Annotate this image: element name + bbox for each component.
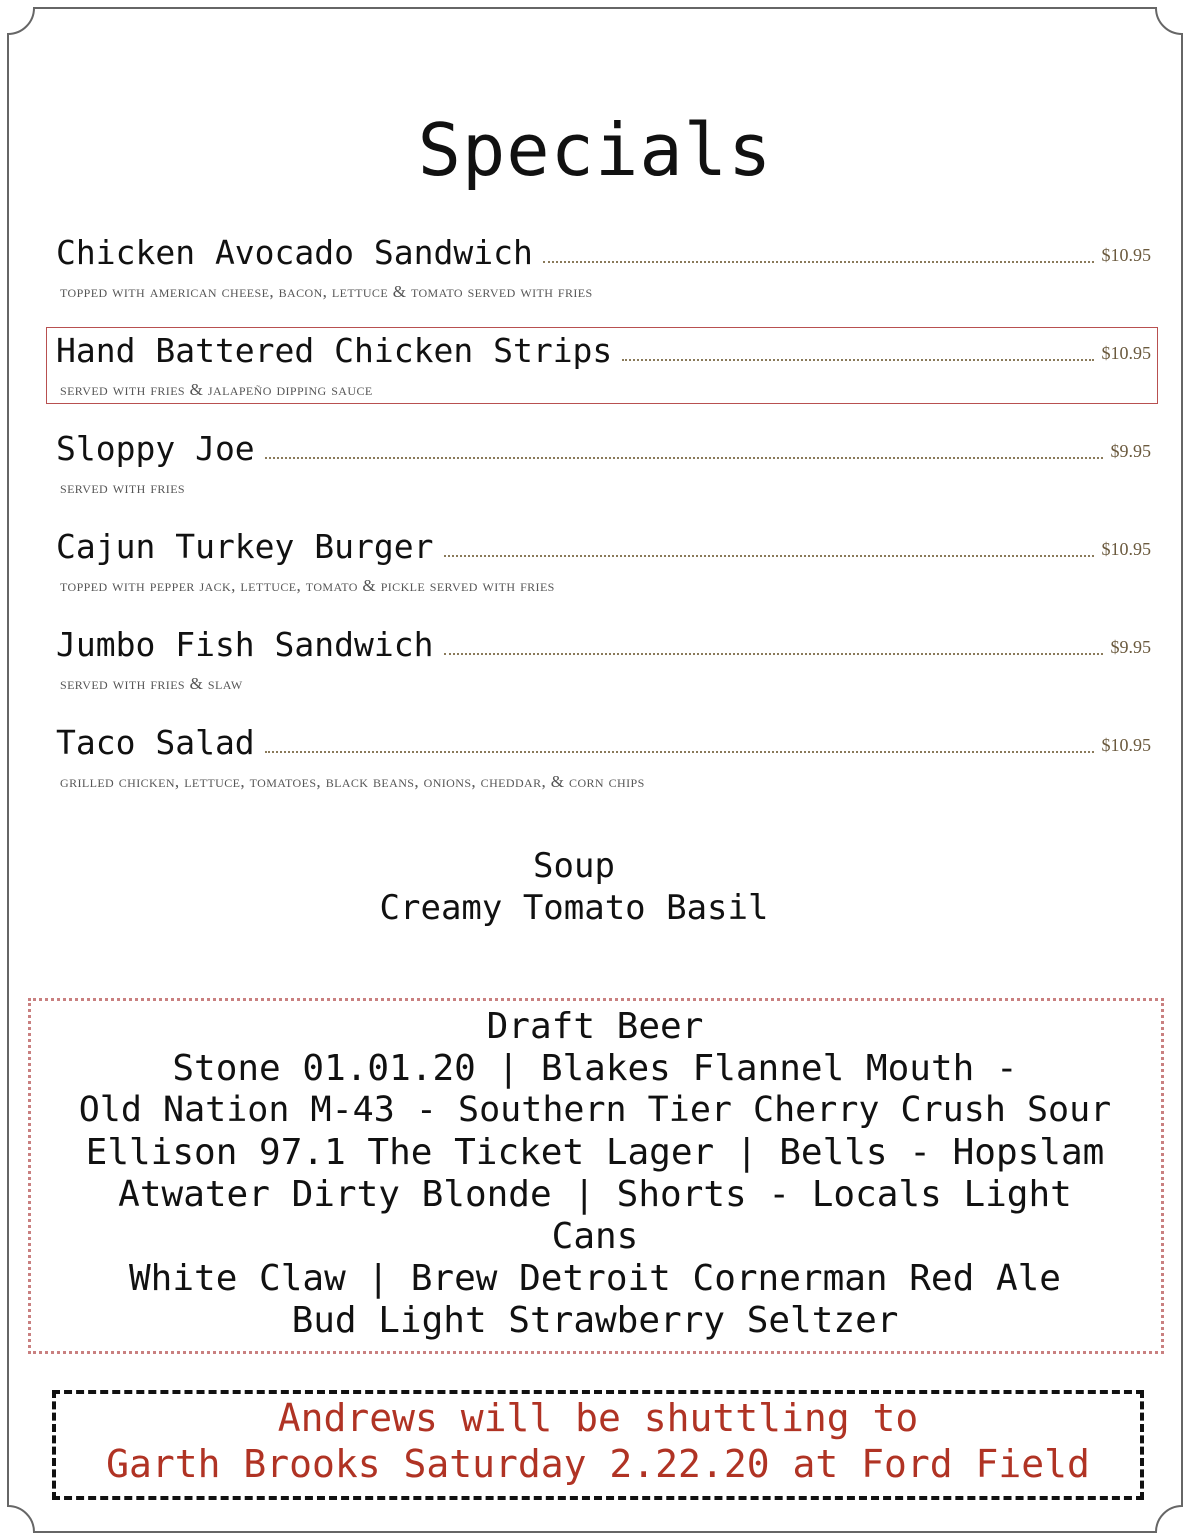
menu-item: [56, 620, 1151, 693]
dot-leader: [265, 456, 1103, 459]
item-price: $10.95: [1101, 735, 1151, 755]
item-name: Jumbo Fish Sandwich: [56, 625, 434, 664]
item-price: $10.95: [1101, 343, 1151, 363]
draft-beer-line: Ellison 97.1 The Ticket Lager | Bells - Hopslam: [85, 1132, 1105, 1173]
item-description: served with fries & jalapeño dipping sauce: [60, 380, 373, 399]
draft-beer-line: Atwater Dirty Blonde | Shorts - Locals Light: [118, 1174, 1072, 1215]
shuttle-notice-line: Garth Brooks Saturday 2.22.20 at Ford Field: [106, 1442, 1090, 1486]
dot-leader: [265, 750, 1094, 753]
shuttle-notice-line: Andrews will be shuttling to: [277, 1396, 919, 1440]
dot-leader: [444, 554, 1094, 557]
item-price: $9.95: [1110, 441, 1151, 461]
page-title: Specials: [417, 108, 773, 192]
menu-item: [56, 228, 1151, 301]
item-name: Sloppy Joe: [56, 429, 255, 468]
item-name: Hand Battered Chicken Strips: [56, 331, 613, 370]
item-description: served with fries: [60, 478, 186, 497]
draft-beer-heading: Draft Beer: [486, 1006, 704, 1047]
item-description: grilled chicken, lettuce, tomatoes, black beans, onions, cheddar, & corn chips: [60, 772, 645, 791]
item-price: $10.95: [1101, 245, 1151, 265]
item-description: served with fries & slaw: [60, 674, 243, 693]
cans-line: Bud Light Strawberry Seltzer: [291, 1300, 899, 1341]
dot-leader: [444, 652, 1103, 655]
item-description: topped with pepper jack, lettuce, tomato & pickle served with fries: [60, 576, 555, 595]
cans-heading: Cans: [551, 1216, 639, 1257]
menu-item: [56, 326, 1151, 399]
draft-beer-line: Stone 01.01.20 | Blakes Flannel Mouth -: [172, 1048, 1018, 1089]
menu-item: [56, 718, 1151, 791]
item-price: $10.95: [1101, 539, 1151, 559]
soup-name: Creamy Tomato Basil: [379, 888, 769, 928]
item-price: $9.95: [1110, 637, 1151, 657]
item-name: Taco Salad: [56, 723, 255, 762]
menu-item: [56, 424, 1151, 497]
menu-item: [56, 522, 1151, 595]
dot-leader: [543, 260, 1094, 263]
soup-heading: Soup: [533, 846, 615, 886]
cans-line: White Claw | Brew Detroit Cornerman Red Ale: [129, 1258, 1061, 1299]
draft-beer-line: Old Nation M-43 - Southern Tier Cherry Crush Sour: [78, 1090, 1112, 1130]
dot-leader: [622, 358, 1093, 361]
item-name: Cajun Turkey Burger: [56, 527, 434, 566]
item-name: Chicken Avocado Sandwich: [56, 233, 533, 272]
item-description: topped with american cheese, bacon, lettuce & tomato served with fries: [60, 282, 593, 301]
